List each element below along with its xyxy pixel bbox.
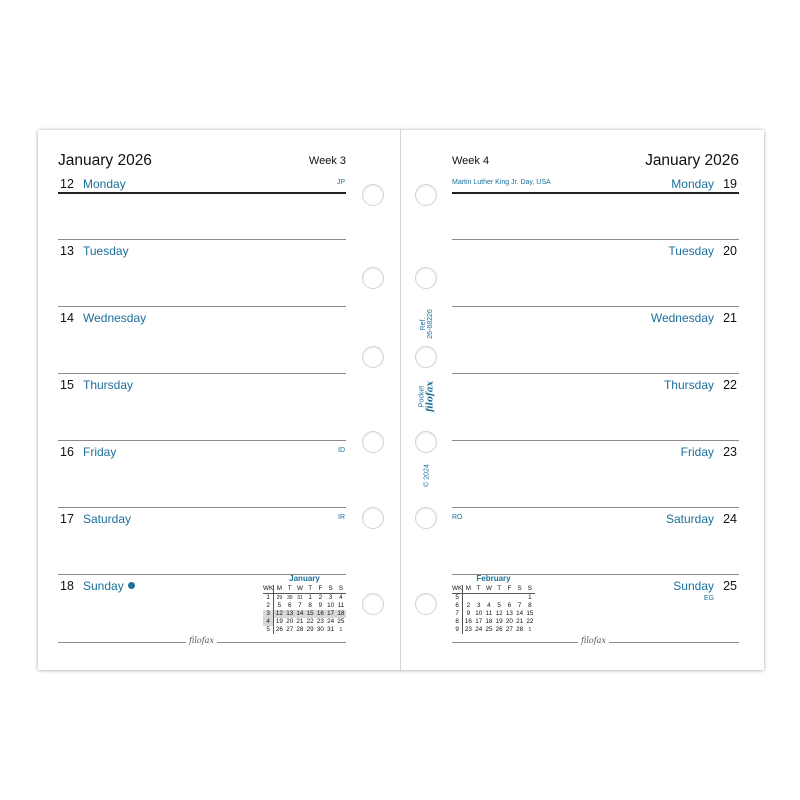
date-cell: 2 <box>466 602 471 609</box>
date-cell: 31 <box>297 595 303 601</box>
spine-copyright <box>424 446 431 506</box>
day-row-tuesday[interactable] <box>58 239 346 306</box>
day-name: Wednesday <box>650 311 714 325</box>
date-cell <box>494 594 504 603</box>
date-cell <box>474 594 484 603</box>
day-number: 20 <box>723 244 737 258</box>
mini-calendar-week <box>452 602 535 610</box>
holiday-code: RO <box>452 514 463 521</box>
date-cell: 23 <box>464 626 472 633</box>
date-cell: 12 <box>495 610 503 617</box>
spine-ref-label: Ref. <box>420 317 427 331</box>
date-cell: 11 <box>485 610 493 617</box>
day-name: Wednesday <box>83 311 147 325</box>
date-cell: 30 <box>286 595 293 601</box>
day-row-saturday[interactable] <box>58 507 346 574</box>
day-number: 17 <box>60 512 74 526</box>
date-cell <box>514 594 524 603</box>
new-moon-dot-icon <box>128 582 135 589</box>
date-cell: 16 <box>464 618 472 625</box>
date-cell: 8 <box>528 602 532 609</box>
day-name: Friday <box>680 445 714 459</box>
date-cell: 7 <box>298 602 302 609</box>
date-cell: 20 <box>505 618 513 625</box>
date-cell: 17 <box>327 610 335 617</box>
day-row-saturday[interactable] <box>452 507 739 574</box>
day-row-wednesday[interactable] <box>58 306 346 373</box>
day-number: 24 <box>723 512 737 526</box>
date-cell: 26 <box>275 626 283 633</box>
filofax-logo: filofax <box>186 636 217 645</box>
spine-ref <box>420 294 434 354</box>
left-week-label: Week 3 <box>308 155 346 167</box>
punch-hole <box>362 431 384 453</box>
holiday-code: ID <box>338 447 345 454</box>
date-cell: 12 <box>274 610 285 618</box>
date-cell: 9 <box>466 610 471 617</box>
date-cell: 23 <box>316 618 324 625</box>
day-number: 15 <box>60 378 74 392</box>
mini-calendar-grid <box>452 585 535 634</box>
date-cell: 8 <box>308 602 312 609</box>
date-cell: 24 <box>327 618 335 625</box>
date-cell: 19 <box>495 618 503 625</box>
date-cell: 11 <box>337 602 345 609</box>
punch-hole <box>415 267 437 289</box>
mini-calendar-week <box>452 610 535 618</box>
weekday-header: T <box>285 585 295 594</box>
week-number: 9 <box>452 626 463 634</box>
date-cell: 5 <box>277 602 282 609</box>
date-cell: 25 <box>337 618 345 625</box>
day-row-friday[interactable] <box>452 440 739 507</box>
right-month-title: January 2026 <box>645 152 739 169</box>
weekday-header: S <box>325 585 335 594</box>
mini-calendar-grid <box>263 585 346 634</box>
spine-filofax-logo: filofax <box>425 380 436 413</box>
date-cell: 14 <box>516 610 524 617</box>
mini-calendar-february <box>452 575 535 634</box>
date-cell: 28 <box>296 626 304 633</box>
wk-header: WK <box>452 585 463 592</box>
mini-calendar-week-current <box>263 610 346 618</box>
date-cell: 10 <box>327 602 335 609</box>
mini-calendar-week <box>263 594 346 603</box>
date-cell: 25 <box>485 626 493 633</box>
date-cell: 13 <box>505 610 513 617</box>
day-row-thursday[interactable] <box>452 373 739 440</box>
spine-brand <box>419 367 436 427</box>
date-cell: 24 <box>475 626 483 633</box>
right-page <box>452 130 739 670</box>
mini-calendar-title: January <box>289 574 320 583</box>
weekday-header: W <box>295 585 305 594</box>
filofax-logo: filofax <box>578 636 609 645</box>
punch-hole <box>362 346 384 368</box>
punch-hole <box>415 184 437 206</box>
date-cell <box>504 594 514 603</box>
left-month-title: January 2026 <box>58 152 152 169</box>
date-cell: 31 <box>327 626 335 633</box>
day-name: Thursday <box>83 378 134 392</box>
weekday-header: S <box>514 585 524 594</box>
day-row-monday[interactable] <box>452 172 739 239</box>
weekday-header: T <box>305 585 315 594</box>
date-cell: 1 <box>339 627 343 633</box>
week-number: 2 <box>263 602 274 610</box>
day-number: 25 <box>723 579 737 593</box>
day-name: Saturday <box>665 512 714 526</box>
mini-calendar-header <box>263 585 346 594</box>
day-name: Tuesday <box>83 244 129 258</box>
date-cell: 6 <box>507 602 512 609</box>
date-cell: 15 <box>526 610 534 617</box>
date-cell: 14 <box>296 610 304 617</box>
week-number: 6 <box>452 602 463 610</box>
weekday-header: F <box>504 585 514 594</box>
weekday-header: S <box>525 585 535 594</box>
mini-calendar-header <box>452 585 535 594</box>
weekday-header: T <box>494 585 504 594</box>
mini-calendar-week <box>263 626 346 634</box>
day-name: Monday <box>83 177 126 191</box>
day-number: 22 <box>723 378 737 392</box>
day-row-wednesday[interactable] <box>452 306 739 373</box>
day-number: 13 <box>60 244 74 258</box>
date-cell: 27 <box>505 626 513 633</box>
date-cell: 18 <box>337 610 345 617</box>
week-number: 3 <box>263 610 274 618</box>
date-cell: 16 <box>316 610 324 617</box>
date-cell: 2 <box>318 594 323 601</box>
date-cell: 18 <box>485 618 493 625</box>
date-cell: 6 <box>287 602 292 609</box>
day-name: Thursday <box>663 378 714 392</box>
mini-calendar-january <box>263 575 346 634</box>
day-name: Monday <box>671 177 714 191</box>
date-cell: 22 <box>526 618 534 625</box>
date-cell: 5 <box>497 602 501 609</box>
day-row-tuesday[interactable] <box>452 239 739 306</box>
date-cell: 26 <box>495 626 503 633</box>
date-cell: 27 <box>286 626 294 633</box>
day-row-friday[interactable] <box>58 440 346 507</box>
day-number: 23 <box>723 445 737 459</box>
right-week-label: Week 4 <box>452 155 490 167</box>
day-row-monday[interactable] <box>58 172 346 239</box>
date-cell: 28 <box>516 626 524 633</box>
punch-hole <box>415 593 437 615</box>
date-cell: 15 <box>306 610 314 617</box>
spine-ref-code: 26-68226 <box>427 309 434 339</box>
day-number: 21 <box>723 311 737 325</box>
week-number: 8 <box>452 618 463 626</box>
day-name: Tuesday <box>668 244 714 258</box>
holiday-label: Martin Luther King Jr. Day, USA <box>452 179 551 186</box>
weekday-header: S <box>336 585 346 594</box>
date-cell: 20 <box>286 618 294 625</box>
day-name: Sunday <box>673 579 714 593</box>
date-cell <box>463 594 474 603</box>
date-cell: 1 <box>528 627 532 633</box>
day-row-thursday[interactable] <box>58 373 346 440</box>
date-cell: 10 <box>475 610 483 617</box>
weekday-header: M <box>463 585 474 594</box>
punch-hole <box>362 184 384 206</box>
day-name: Friday <box>83 445 117 459</box>
week-number: 5 <box>452 594 463 603</box>
date-cell: 1 <box>308 594 312 601</box>
date-cell: 22 <box>306 618 314 625</box>
date-cell: 3 <box>328 594 333 601</box>
day-name: Saturday <box>83 512 132 526</box>
mini-calendar-title: February <box>476 574 511 583</box>
punch-hole <box>362 593 384 615</box>
weekday-header: M <box>274 585 285 594</box>
week-number: 4 <box>263 618 274 626</box>
date-cell <box>484 594 494 603</box>
spine-copyright-text: © 2024 <box>423 464 431 487</box>
holiday-code: EG <box>703 595 714 602</box>
date-cell: 21 <box>296 618 304 625</box>
wk-header: WK <box>263 585 274 592</box>
center-fold <box>400 130 401 670</box>
left-page <box>58 130 346 670</box>
mini-calendar-week <box>452 594 535 603</box>
date-cell: 4 <box>487 602 491 609</box>
week-number: 5 <box>263 626 274 634</box>
week-number: 1 <box>263 594 274 603</box>
date-cell: 3 <box>476 602 481 609</box>
day-number: 14 <box>60 311 74 325</box>
weekday-header: W <box>484 585 494 594</box>
punch-hole <box>362 267 384 289</box>
day-number: 18 <box>60 579 74 593</box>
mini-calendar-week <box>452 626 535 634</box>
holiday-code: IR <box>338 514 345 521</box>
date-cell: 30 <box>316 626 324 633</box>
date-cell: 13 <box>286 610 294 617</box>
date-cell: 21 <box>516 618 524 625</box>
mini-calendar-week <box>263 602 346 610</box>
day-number: 12 <box>60 177 74 191</box>
mini-calendar-week <box>452 618 535 626</box>
date-cell: 29 <box>276 595 283 601</box>
day-number: 19 <box>723 177 737 191</box>
date-cell: 1 <box>528 594 532 601</box>
date-cell: 4 <box>339 594 343 601</box>
spine-size-label: Pocket <box>418 385 426 408</box>
mini-calendar-week <box>263 618 346 626</box>
date-cell: 17 <box>475 618 483 625</box>
punch-hole <box>415 507 437 529</box>
day-name: Sunday <box>83 579 124 593</box>
date-cell: 7 <box>517 602 522 609</box>
date-cell: 19 <box>275 618 283 625</box>
punch-hole <box>362 507 384 529</box>
weekday-header: T <box>474 585 484 594</box>
date-cell: 29 <box>306 626 314 633</box>
date-cell: 9 <box>318 602 323 609</box>
holiday-code: JP <box>336 179 345 186</box>
day-number: 16 <box>60 445 74 459</box>
weekday-header: F <box>315 585 325 594</box>
week-number: 7 <box>452 610 463 618</box>
